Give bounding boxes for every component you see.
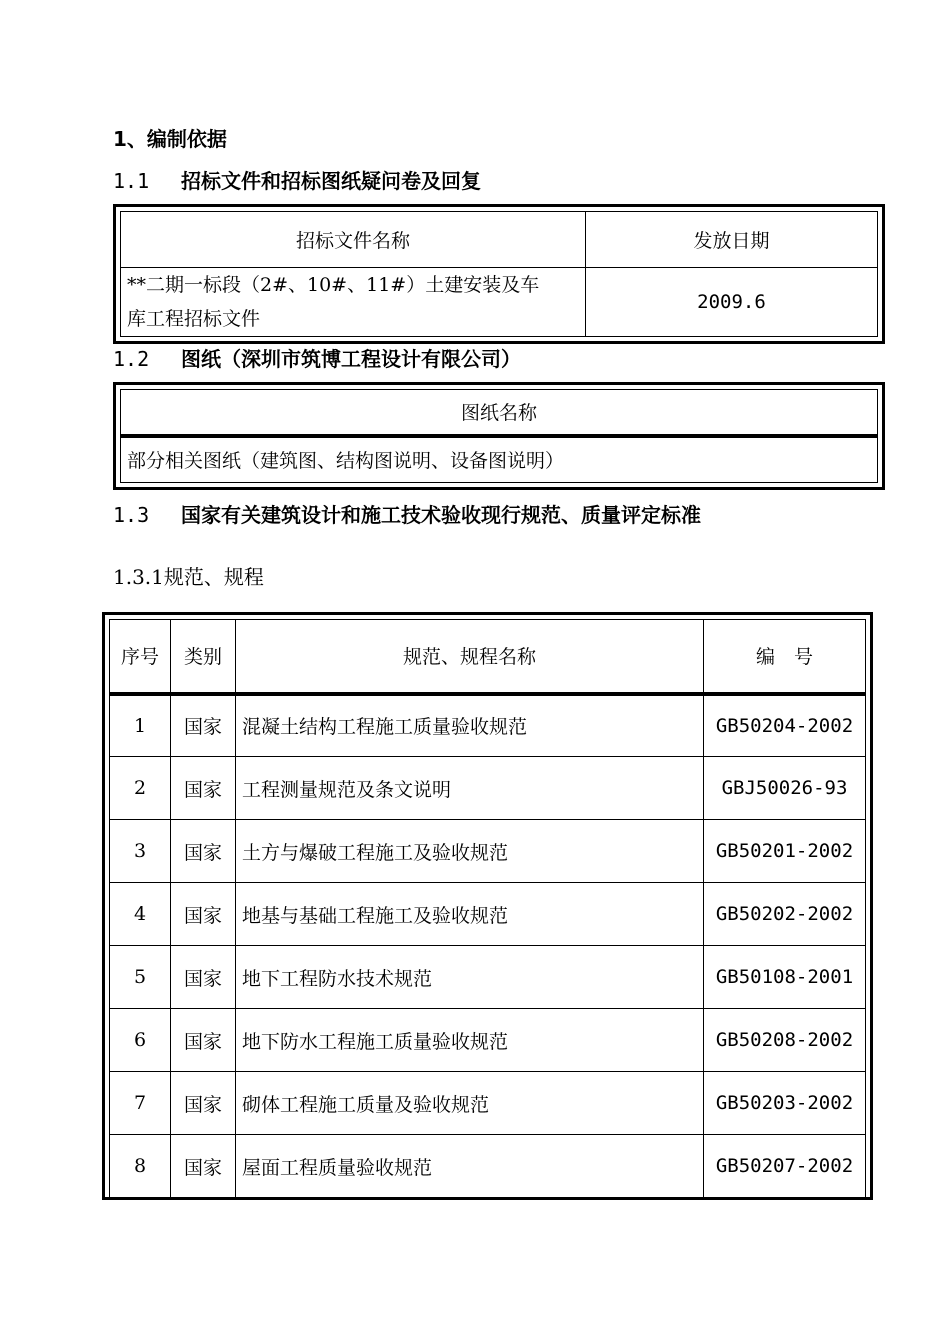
table-row [110, 694, 866, 757]
spec-row-code: GB50207-2002 [704, 1135, 866, 1198]
tender-file-name [121, 268, 586, 337]
spec-row-category: 国家 [171, 946, 236, 1009]
subsection-title: 招标文件和招标图纸疑问卷及回复 [181, 169, 481, 193]
spec-row-number: 7 [110, 1072, 171, 1135]
spec-row-number: 3 [110, 820, 171, 883]
table-row [110, 1009, 866, 1072]
subsection-number: 1.1 [113, 169, 150, 193]
spec-row-category: 国家 [171, 883, 236, 946]
spec-row-code: GB50204-2002 [704, 694, 866, 757]
spec-row-name: 屋面工程质量验收规范 [236, 1135, 704, 1198]
drawing-table [120, 389, 878, 483]
subsection-number: 1.2 [113, 347, 150, 371]
sub-subsection-heading: 1.3.1规范、规程 [113, 565, 264, 589]
subsection-number: 1.3 [113, 503, 150, 527]
tender-file-name-line2: 库工程招标文件 [127, 308, 261, 330]
spec-header-name: 规范、规程名称 [236, 620, 704, 694]
drawing-header: 图纸名称 [121, 390, 878, 436]
spec-table-frame [102, 612, 873, 1200]
spec-row-code: GB50203-2002 [704, 1072, 866, 1135]
spec-header-no: 序号 [110, 620, 171, 694]
tender-header-name: 招标文件名称 [121, 212, 586, 268]
spec-header-code: 编 号 [704, 620, 866, 694]
spec-row-category: 国家 [171, 1135, 236, 1198]
spec-row-category: 国家 [171, 694, 236, 757]
drawing-row: 部分相关图纸（建筑图、结构图说明、设备图说明） [121, 436, 878, 483]
spec-row-name: 混凝土结构工程施工质量验收规范 [236, 694, 704, 757]
spec-row-number: 5 [110, 946, 171, 1009]
table-row [110, 883, 866, 946]
spec-row-category: 国家 [171, 1072, 236, 1135]
spec-row-number: 4 [110, 883, 171, 946]
table-row [110, 820, 866, 883]
tender-file-name-line1: **二期一标段（2#、10#、11#）土建安装及车 [127, 274, 540, 296]
spec-row-name: 地基与基础工程施工及验收规范 [236, 883, 704, 946]
spec-row-code: GB50201-2002 [704, 820, 866, 883]
subsection-heading-1-1 [113, 168, 481, 194]
spec-table [109, 619, 866, 1198]
tender-table [120, 211, 878, 337]
subsection-title: 图纸（深圳市筑博工程设计有限公司） [181, 347, 521, 371]
spec-row-name: 土方与爆破工程施工及验收规范 [236, 820, 704, 883]
spec-row-code: GBJ50026-93 [704, 757, 866, 820]
spec-row-code: GB50108-2001 [704, 946, 866, 1009]
drawing-table-frame [113, 382, 885, 490]
table-row [110, 1072, 866, 1135]
spec-row-code: GB50202-2002 [704, 883, 866, 946]
spec-row-name: 工程测量规范及条文说明 [236, 757, 704, 820]
spec-row-name: 地下防水工程施工质量验收规范 [236, 1009, 704, 1072]
spec-header-category: 类别 [171, 620, 236, 694]
spec-row-code: GB50208-2002 [704, 1009, 866, 1072]
subsection-heading-1-2 [113, 346, 521, 372]
spec-row-name: 地下工程防水技术规范 [236, 946, 704, 1009]
spec-row-category: 国家 [171, 757, 236, 820]
tender-file-date: 2009.6 [586, 268, 878, 337]
tender-table-frame [113, 204, 885, 344]
subsection-title: 国家有关建筑设计和施工技术验收现行规范、质量评定标准 [181, 503, 701, 527]
spec-row-category: 国家 [171, 1009, 236, 1072]
spec-row-number: 1 [110, 694, 171, 757]
spec-row-name: 砌体工程施工质量及验收规范 [236, 1072, 704, 1135]
table-row [110, 757, 866, 820]
tender-header-date: 发放日期 [586, 212, 878, 268]
spec-row-number: 6 [110, 1009, 171, 1072]
table-row [110, 1135, 866, 1198]
spec-row-number: 2 [110, 757, 171, 820]
spec-row-number: 8 [110, 1135, 171, 1198]
subsection-heading-1-3 [113, 502, 701, 528]
section-heading: 1、编制依据 [113, 127, 227, 151]
spec-row-category: 国家 [171, 820, 236, 883]
table-row [110, 946, 866, 1009]
